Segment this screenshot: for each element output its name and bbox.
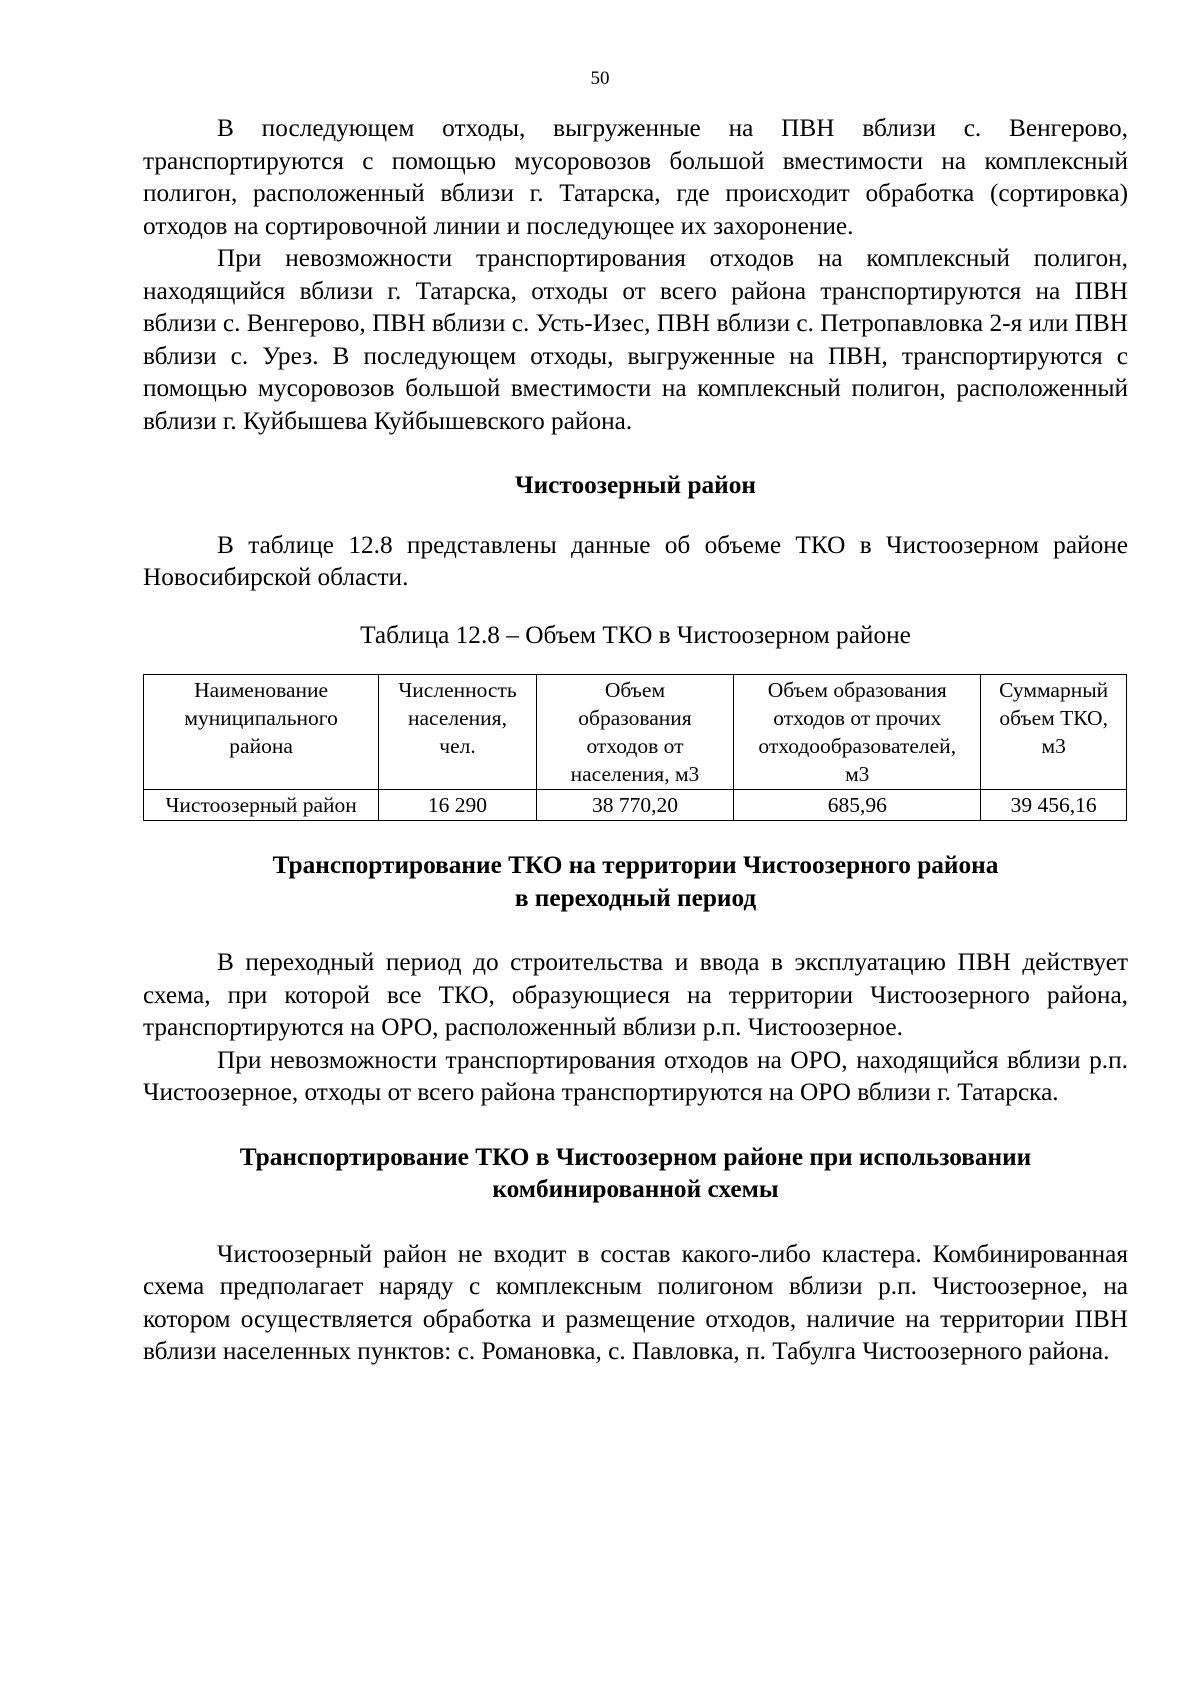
paragraph: При невозможности транспортирования отходов на ОРО, находящийся вблизи р.п. Чистоозерное, отходы от всего района транспортируются на ОРО вблизи г. Татарска. [143,1045,1128,1106]
table-caption: Таблица 12.8 – Объем ТКО в Чистоозерном районе [360,620,911,649]
cell-other-waste: 685,96 [734,790,981,821]
table-row [144,790,1127,821]
header-population: Численность населения, чел. [379,675,537,790]
section-title-chistoozerny: Чистоозерный район [515,471,756,499]
paragraph: В переходный период до строительства и ввода в эксплуатацию ПВН действует схема, при которой все ТКО, образующиеся на территории Чистоозерного района, транспортируются на ОРО, расположенный вблизи р.п. Чистоозерное. [143,948,1128,1041]
document-body [143,112,1128,1368]
cell-total-volume: 39 456,16 [981,790,1127,821]
tko-volume-table [143,674,1127,821]
cell-population: 16 290 [379,790,537,821]
section-title-combined: Транспортирование ТКО в Чистоозерном районе при использовании комбинированной схемы [239,1142,1032,1203]
header-other-waste: Объем образования отходов от прочих отходообразователей, м3 [734,675,981,790]
paragraph-table-intro: В таблице 12.8 представлены данные об объеме ТКО в Чистоозерном районе Новосибирской области. [143,530,1128,591]
page-number: 50 [590,68,610,89]
header-municipal-district: Наименование муниципального района [144,675,379,790]
paragraph: При невозможности транспортирования отходов на комплексный полигон, находящийся вблизи г. Татарска, отходы от всего района транспортируются на ПВН вблизи с. Венгерово, ПВН вблизи с. Усть-Изес, ПВН вблизи с. Петропавловка 2-я или ПВН вблизи с. Урез. В последующем отходы, выгруженные на ПВН, транспортируются с помощью мусоровозов большой вместимости на комплексный полигон, расположенный вблизи г. Куйбышева Куйбышевского района. [143,244,1128,435]
paragraph: Чистоозерный район не входит в состав какого-либо кластера. Комбинированная схема предполагает наряду с комплексным полигоном вблизи р.п. Чистоозерное, на котором осуществляется обработка и размещение отходов, наличие на территории ПВН вблизи населенных пунктов: с. Романовка, с. Павловка, п. Табулга Чистоозерного района. [143,1239,1128,1365]
section-title-transitional: Транспортирование ТКО на территории Чистоозерного района в переходный период [272,851,999,912]
header-population-waste: Объем образования отходов от населения, м3 [536,675,733,790]
cell-district: Чистоозерный район [144,790,379,821]
paragraph: В последующем отходы, выгруженные на ПВН вблизи с. Венгерово, транспортируются с помощью мусоровозов большой вместимости на комплексный полигон, расположенный вблизи г. Татарска, где происходит обработка (сортировка) отходов на сортировочной линии и последующее их захоронение. [143,114,1128,240]
table-header-row [144,675,1127,790]
cell-population-waste: 38 770,20 [536,790,733,821]
header-total-volume: Суммарный объем ТКО, м3 [981,675,1127,790]
